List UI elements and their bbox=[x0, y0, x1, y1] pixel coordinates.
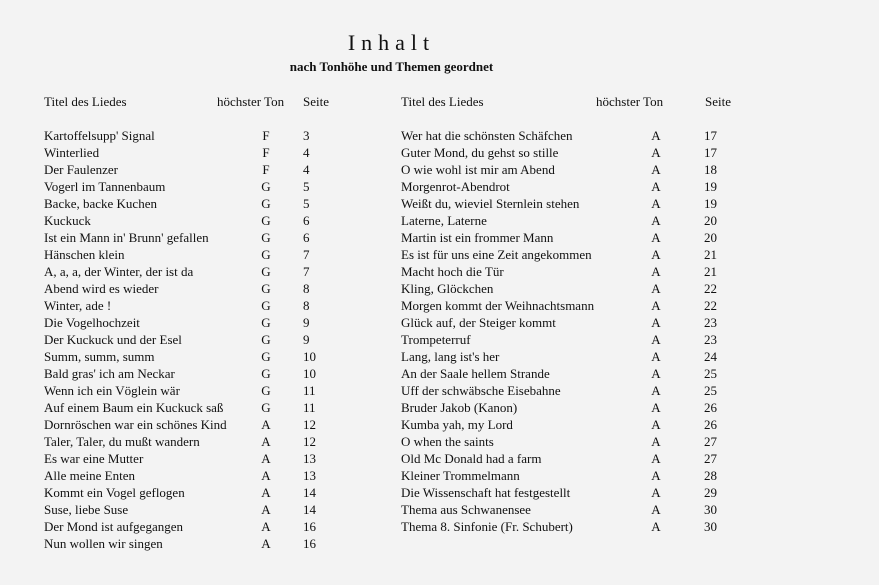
song-key: F bbox=[262, 162, 270, 177]
song-page: 23 bbox=[704, 332, 717, 347]
song-key: G bbox=[261, 332, 271, 347]
song-key: G bbox=[261, 264, 271, 279]
song-title: Old Mc Donald had a farm bbox=[401, 451, 542, 466]
song-page: 28 bbox=[704, 468, 717, 483]
song-title: Kleiner Trommelmann bbox=[401, 468, 520, 483]
right-header-page: Seite bbox=[705, 94, 731, 109]
song-title: Suse, liebe Suse bbox=[44, 502, 129, 517]
song-key: A bbox=[651, 281, 661, 296]
song-title: Vogerl im Tannenbaum bbox=[44, 179, 166, 194]
song-key: A bbox=[651, 502, 661, 517]
song-page: 13 bbox=[303, 468, 316, 483]
song-key: G bbox=[261, 383, 271, 398]
song-page: 20 bbox=[704, 230, 717, 245]
song-page: 16 bbox=[303, 536, 316, 551]
song-key: A bbox=[651, 247, 661, 262]
song-page: 26 bbox=[704, 417, 717, 432]
song-page: 7 bbox=[303, 264, 310, 279]
song-page: 6 bbox=[303, 230, 310, 245]
song-title: Dornröschen war ein schönes Kind bbox=[44, 417, 227, 432]
song-page: 29 bbox=[704, 485, 717, 500]
song-title: Es ist für uns eine Zeit angekommen bbox=[401, 247, 592, 262]
song-key: A bbox=[651, 332, 661, 347]
song-page: 14 bbox=[303, 502, 316, 517]
song-title: Martin ist ein frommer Mann bbox=[401, 230, 554, 245]
song-title: Morgen kommt der Weihnachtsmann bbox=[401, 298, 595, 313]
song-key: G bbox=[261, 298, 271, 313]
song-page: 10 bbox=[303, 366, 316, 381]
song-title: Der Faulenzer bbox=[44, 162, 118, 177]
song-page: 5 bbox=[303, 196, 310, 211]
song-key: G bbox=[261, 230, 271, 245]
song-title: Kommt ein Vogel geflogen bbox=[44, 485, 185, 500]
song-page: 19 bbox=[704, 196, 717, 211]
song-key: A bbox=[651, 196, 661, 211]
song-key: A bbox=[651, 366, 661, 381]
song-page: 25 bbox=[704, 366, 717, 381]
song-title: Lang, lang ist's her bbox=[401, 349, 500, 364]
song-key: A bbox=[261, 536, 271, 551]
song-title: Auf einem Baum ein Kuckuck saß bbox=[44, 400, 224, 415]
song-title: Es war eine Mutter bbox=[44, 451, 144, 466]
song-page: 22 bbox=[704, 298, 717, 313]
song-page: 27 bbox=[704, 451, 717, 466]
song-key: F bbox=[262, 145, 270, 160]
song-key: A bbox=[651, 417, 661, 432]
song-key: F bbox=[262, 128, 270, 143]
song-title: Macht hoch die Tür bbox=[401, 264, 504, 279]
song-title: Morgenrot-Abendrot bbox=[401, 179, 510, 194]
song-title: Kartoffelsupp' Signal bbox=[44, 128, 155, 143]
song-page: 8 bbox=[303, 298, 310, 313]
song-key: A bbox=[651, 315, 661, 330]
song-title: Alle meine Enten bbox=[44, 468, 135, 483]
song-title: Wer hat die schönsten Schäfchen bbox=[401, 128, 573, 143]
song-key: G bbox=[261, 349, 271, 364]
song-key: A bbox=[651, 400, 661, 415]
song-key: A bbox=[651, 434, 661, 449]
song-title: Die Wissenschaft hat festgestellt bbox=[401, 485, 571, 500]
page-subtitle: nach Tonhöhe und Themen geordnet bbox=[289, 59, 494, 74]
song-key: A bbox=[261, 451, 271, 466]
song-key: A bbox=[651, 383, 661, 398]
song-title: Summ, summ, summ bbox=[44, 349, 155, 364]
song-page: 14 bbox=[303, 485, 316, 500]
song-title: Hänschen klein bbox=[44, 247, 125, 262]
song-title: Kling, Glöckchen bbox=[401, 281, 494, 296]
left-header-title: Titel des Liedes bbox=[44, 94, 127, 109]
song-key: A bbox=[651, 179, 661, 194]
song-key: A bbox=[651, 128, 661, 143]
song-page: 6 bbox=[303, 213, 310, 228]
song-page: 10 bbox=[303, 349, 316, 364]
song-title: Winterlied bbox=[44, 145, 100, 160]
song-page: 4 bbox=[303, 162, 310, 177]
song-title: Bruder Jakob (Kanon) bbox=[401, 400, 518, 415]
song-page: 7 bbox=[303, 247, 310, 262]
song-title: O wie wohl ist mir am Abend bbox=[401, 162, 555, 177]
song-title: Der Mond ist aufgegangen bbox=[44, 519, 183, 534]
song-title: Abend wird es wieder bbox=[44, 281, 159, 296]
song-key: G bbox=[261, 196, 271, 211]
song-title: Laterne, Laterne bbox=[401, 213, 487, 228]
song-page: 18 bbox=[704, 162, 717, 177]
song-key: A bbox=[651, 230, 661, 245]
song-page: 8 bbox=[303, 281, 310, 296]
song-key: A bbox=[651, 213, 661, 228]
song-key: G bbox=[261, 315, 271, 330]
song-key: A bbox=[651, 264, 661, 279]
song-title: Uff der schwäbsche Eisebahne bbox=[401, 383, 561, 398]
song-title: Bald gras' ich am Neckar bbox=[44, 366, 175, 381]
song-key: G bbox=[261, 366, 271, 381]
song-page: 21 bbox=[704, 264, 717, 279]
song-page: 12 bbox=[303, 434, 316, 449]
song-key: A bbox=[261, 434, 271, 449]
song-page: 13 bbox=[303, 451, 316, 466]
song-title: Backe, backe Kuchen bbox=[44, 196, 157, 211]
song-page: 11 bbox=[303, 383, 316, 398]
song-page: 20 bbox=[704, 213, 717, 228]
right-header-key: höchster Ton bbox=[596, 94, 664, 109]
song-key: A bbox=[651, 145, 661, 160]
song-key: A bbox=[261, 485, 271, 500]
song-page: 9 bbox=[303, 315, 310, 330]
song-page: 17 bbox=[704, 145, 717, 160]
song-page: 16 bbox=[303, 519, 316, 534]
song-page: 3 bbox=[303, 128, 310, 143]
song-key: A bbox=[651, 451, 661, 466]
song-key: A bbox=[651, 162, 661, 177]
song-title: An der Saale hellem Strande bbox=[401, 366, 550, 381]
right-header-title: Titel des Liedes bbox=[401, 94, 484, 109]
song-page: 27 bbox=[704, 434, 717, 449]
song-title: Nun wollen wir singen bbox=[44, 536, 163, 551]
song-key: A bbox=[651, 519, 661, 534]
song-title: Taler, Taler, du mußt wandern bbox=[44, 434, 200, 449]
song-page: 9 bbox=[303, 332, 310, 347]
song-key: A bbox=[261, 502, 271, 517]
song-page: 22 bbox=[704, 281, 717, 296]
song-page: 26 bbox=[704, 400, 717, 415]
song-title: Die Vogelhochzeit bbox=[44, 315, 140, 330]
song-key: A bbox=[261, 519, 271, 534]
page-title: Inhalt bbox=[347, 30, 436, 55]
song-page: 12 bbox=[303, 417, 316, 432]
song-title: Glück auf, der Steiger kommt bbox=[401, 315, 556, 330]
song-key: G bbox=[261, 213, 271, 228]
song-key: A bbox=[651, 349, 661, 364]
song-title: Thema aus Schwanensee bbox=[401, 502, 531, 517]
song-page: 30 bbox=[704, 519, 717, 534]
song-page: 19 bbox=[704, 179, 717, 194]
song-page: 17 bbox=[704, 128, 717, 143]
song-title: O when the saints bbox=[401, 434, 494, 449]
left-header-key: höchster Ton bbox=[217, 94, 285, 109]
song-title: Trompeterruf bbox=[401, 332, 471, 347]
song-key: A bbox=[261, 417, 271, 432]
song-key: G bbox=[261, 400, 271, 415]
song-title: Wenn ich ein Vöglein wär bbox=[44, 383, 180, 398]
song-key: G bbox=[261, 247, 271, 262]
song-key: G bbox=[261, 281, 271, 296]
song-title: Thema 8. Sinfonie (Fr. Schubert) bbox=[401, 519, 573, 534]
song-key: G bbox=[261, 179, 271, 194]
song-key: A bbox=[651, 485, 661, 500]
song-title: A, a, a, der Winter, der ist da bbox=[44, 264, 194, 279]
song-page: 5 bbox=[303, 179, 310, 194]
song-title: Weißt du, wieviel Sternlein stehen bbox=[401, 196, 580, 211]
song-title: Kuckuck bbox=[44, 213, 91, 228]
song-title: Guter Mond, du gehst so stille bbox=[401, 145, 559, 160]
song-title: Winter, ade ! bbox=[44, 298, 112, 313]
song-page: 24 bbox=[704, 349, 717, 364]
song-key: A bbox=[651, 468, 661, 483]
song-key: A bbox=[651, 298, 661, 313]
song-title: Der Kuckuck und der Esel bbox=[44, 332, 182, 347]
song-page: 23 bbox=[704, 315, 717, 330]
song-title: Kumba yah, my Lord bbox=[401, 417, 513, 432]
song-key: A bbox=[261, 468, 271, 483]
song-title: Ist ein Mann in' Brunn' gefallen bbox=[44, 230, 209, 245]
song-page: 25 bbox=[704, 383, 717, 398]
song-page: 30 bbox=[704, 502, 717, 517]
song-page: 11 bbox=[303, 400, 316, 415]
song-page: 21 bbox=[704, 247, 717, 262]
song-page: 4 bbox=[303, 145, 310, 160]
left-header-page: Seite bbox=[303, 94, 329, 109]
